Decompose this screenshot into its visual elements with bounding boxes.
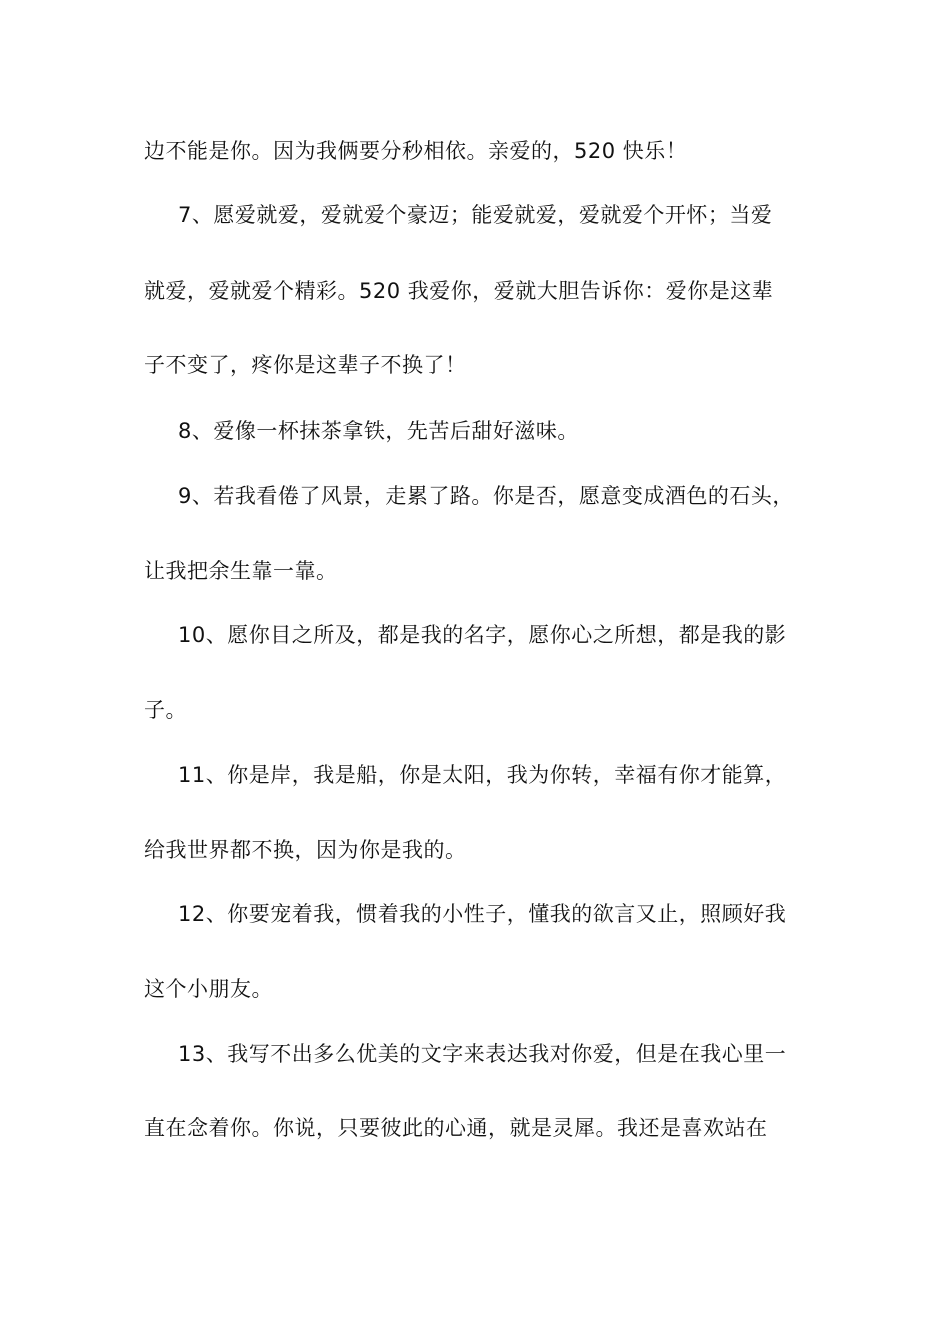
- text-line: 13、我写不出多么优美的文字来表达我对你爱，但是在我心里一: [178, 1042, 787, 1066]
- text-line: 9、若我看倦了风景，走累了路。你是否，愿意变成酒色的石头，: [178, 484, 794, 508]
- text-line: 12、你要宠着我，惯着我的小性子，懂我的欲言又止，照顾好我: [178, 902, 787, 926]
- text-line: 就爱，爱就爱个精彩。520 我爱你，爱就大胆告诉你：爱你是这辈: [144, 279, 774, 303]
- text-line: 8、爱像一杯抹茶拿铁，先苦后甜好滋味。: [178, 419, 579, 443]
- text-line: 子不变了，疼你是这辈子不换了！: [144, 353, 467, 377]
- text-line: 子。: [144, 698, 187, 722]
- text-line: 直在念着你。你说，只要彼此的心通，就是灵犀。我还是喜欢站在: [144, 1116, 768, 1140]
- text-line: 这个小朋友。: [144, 977, 273, 1001]
- text-line: 7、愿爱就爱，爱就爱个豪迈；能爱就爱，爱就爱个开怀；当爱: [178, 203, 773, 227]
- text-line: 11、你是岸，我是船，你是太阳，我为你转，幸福有你才能算，: [178, 763, 787, 787]
- text-line: 边不能是你。因为我俩要分秒相依。亲爱的，520 快乐！: [144, 139, 688, 163]
- text-line: 让我把余生靠一靠。: [144, 559, 338, 583]
- text-line: 10、愿你目之所及，都是我的名字，愿你心之所想，都是我的影: [178, 623, 787, 647]
- text-line: 给我世界都不换，因为你是我的。: [144, 838, 467, 862]
